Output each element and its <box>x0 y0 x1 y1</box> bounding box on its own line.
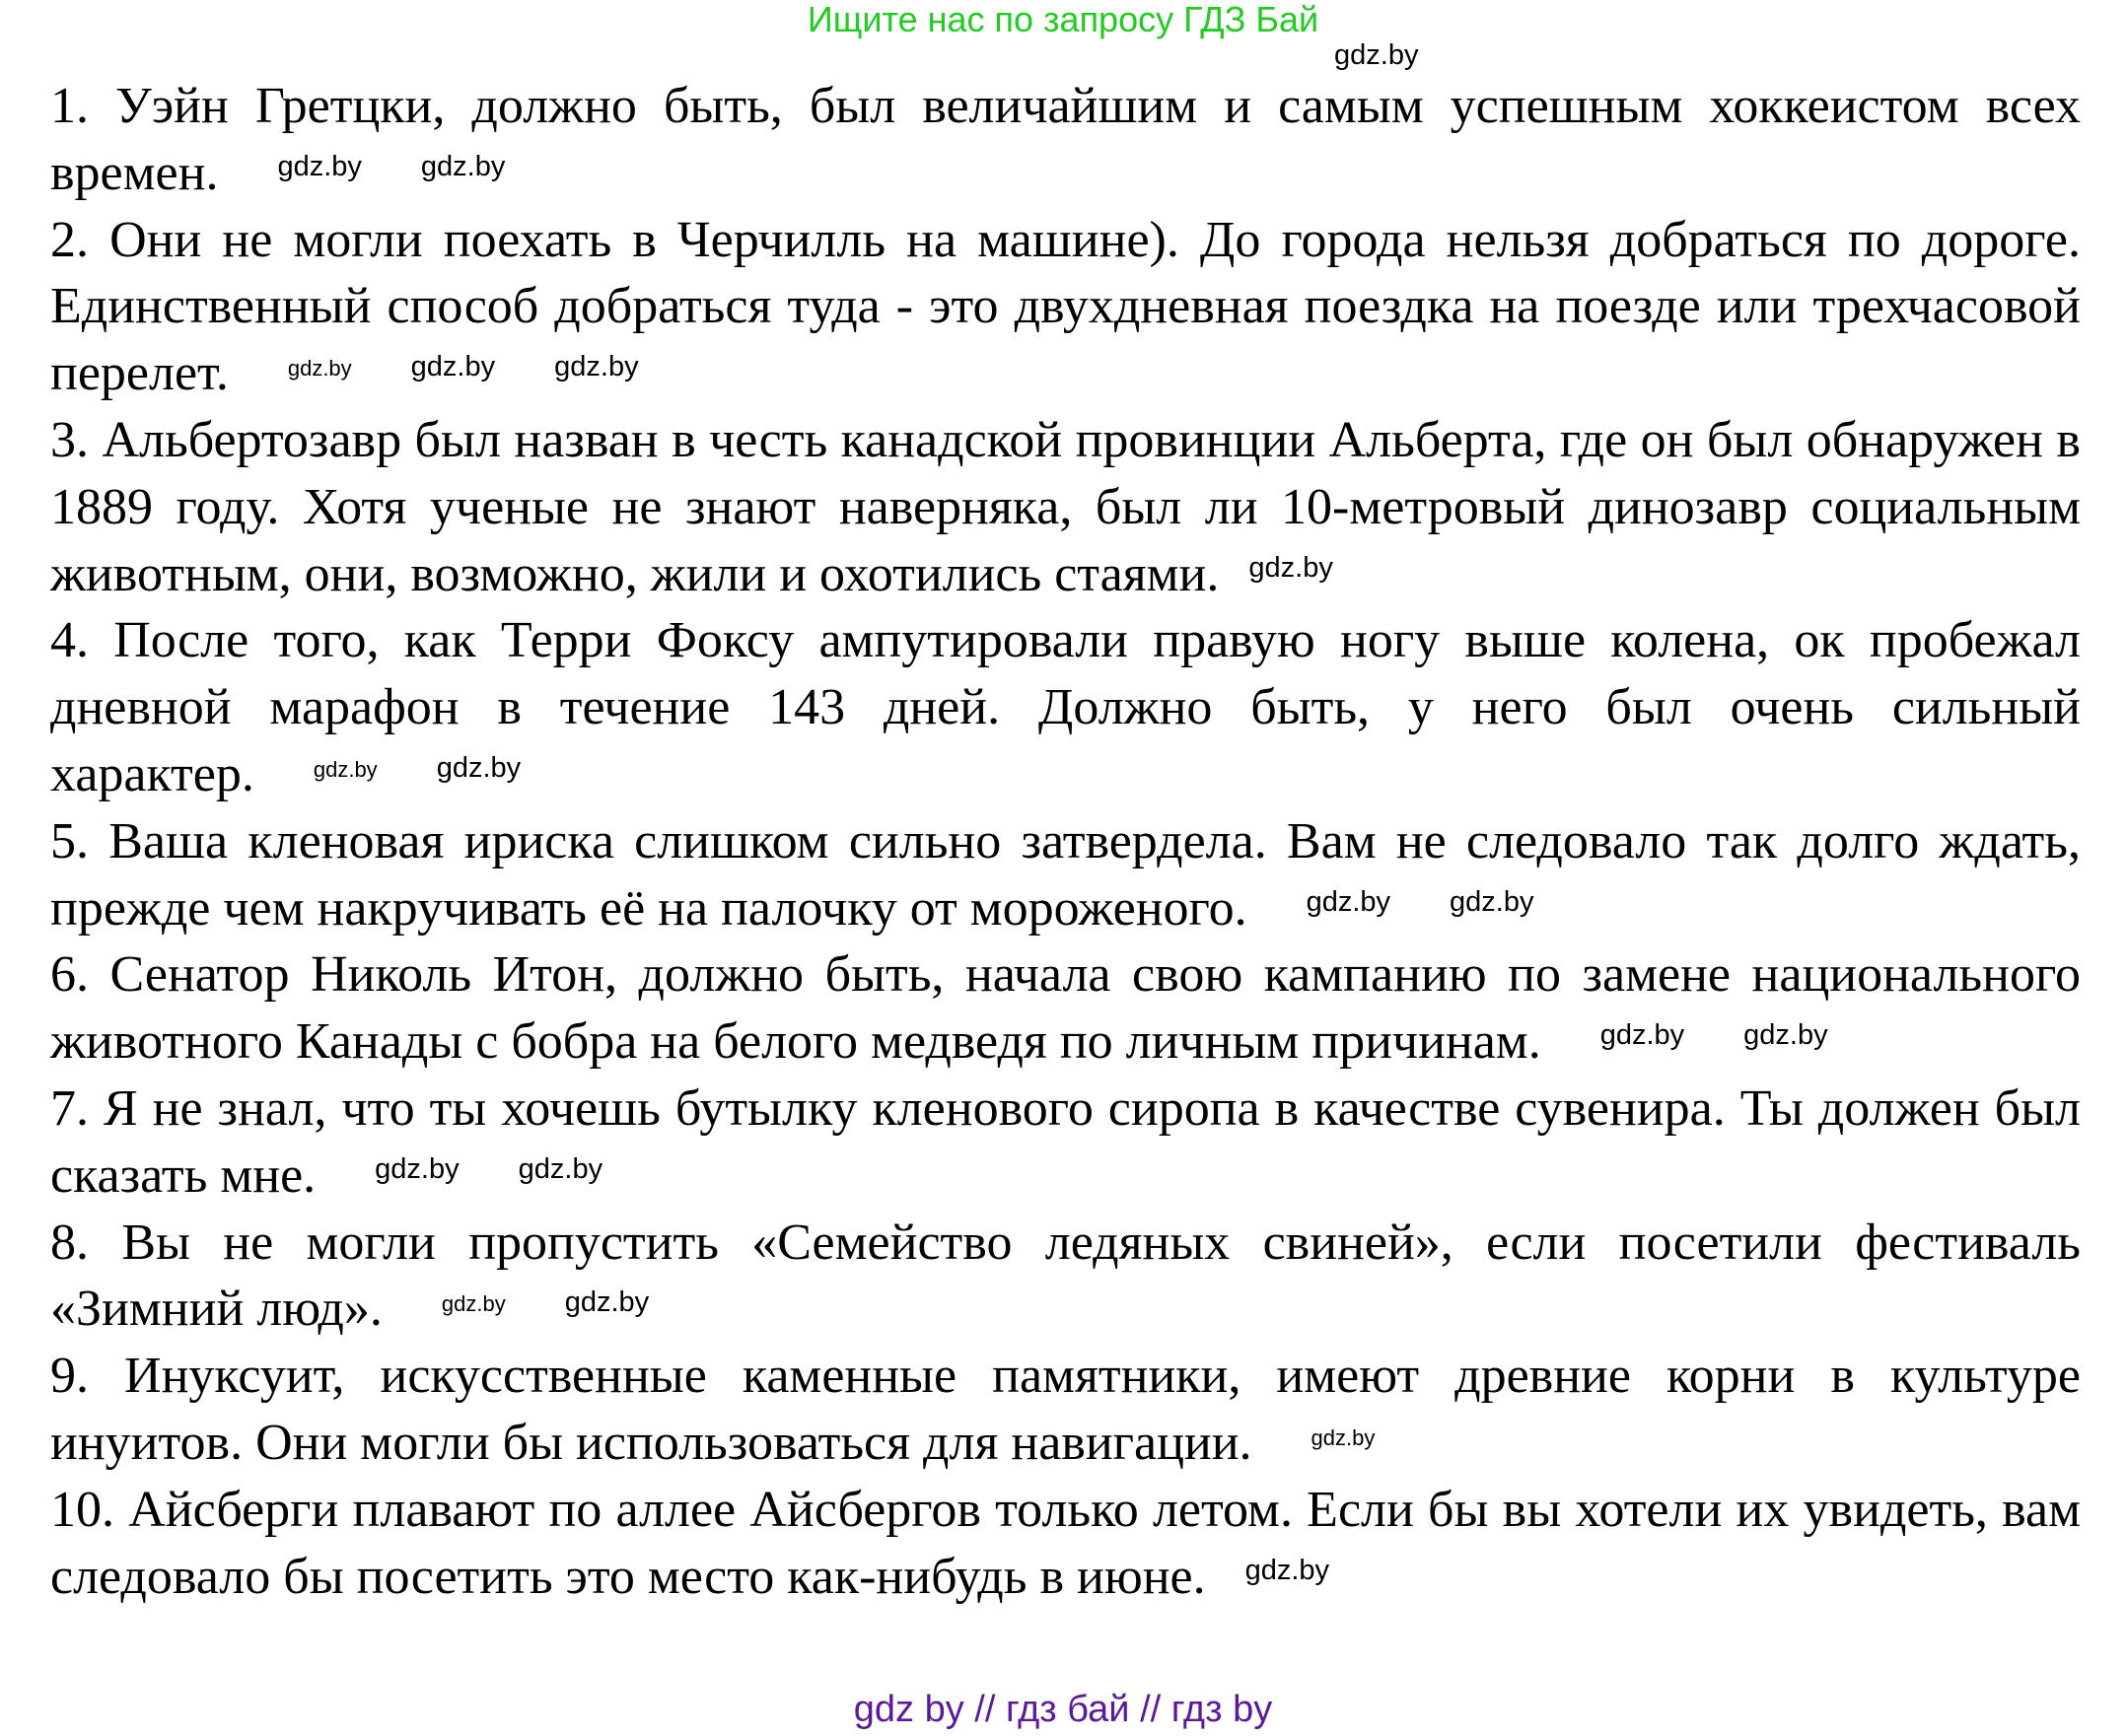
watermark: gdz.by <box>410 351 496 383</box>
answer-10 <box>50 1477 2081 1611</box>
answer-9 <box>50 1343 2081 1477</box>
watermark: gdz.by <box>436 751 522 784</box>
watermark: gdz.by <box>1334 39 1419 71</box>
answer-text: 3. Альбертозавр был назван в честь канадской провинции Альберта, где он был обнаружен в 1889 году. Хотя ученые не знают наверняка, был ли 10-метровый динозавр социальным животным, они, возможно, жили и охотились стаями. <box>50 411 2081 602</box>
watermark: gdz.by <box>277 150 362 182</box>
answer-4 <box>50 607 2081 807</box>
answer-6 <box>50 941 2081 1076</box>
watermark: gdz.by <box>1599 1019 1685 1052</box>
answer-3 <box>50 407 2081 607</box>
answer-2 <box>50 207 2081 407</box>
answer-text: 2. Они не могли поехать в Черчилль на машине). До города нельзя добраться по дороге. Единственный способ добраться туда - это двухдневная поездка на поезде или трехчасовой перелет. <box>50 211 2081 402</box>
watermark: gdz.by <box>1311 1424 1376 1450</box>
answer-text: 7. Я не знал, что ты хочешь бутылку кленового сиропа в качестве сувенира. Ты должен был сказать мне. <box>50 1079 2081 1204</box>
watermark: gdz.by <box>1306 885 1391 918</box>
answer-text: 9. Инуксуит, искусственные каменные памятники, имеют древние корни в культуре инуитов. Они могли бы использоваться для навигации. <box>50 1348 2081 1471</box>
answer-text: 5. Ваша кленовая ириска слишком сильно затвердела. Вам не следовало так долго ждать, прежде чем накручивать её на палочку от мороженого. <box>50 812 2081 937</box>
answer-text: 1. Уэйн Гретцки, должно быть, был величайшим и самым успешным хоккеистом всех времен. <box>50 78 2081 201</box>
watermark: gdz.by <box>564 1286 650 1319</box>
watermark: gdz.by <box>554 351 639 383</box>
watermark: gdz.by <box>287 356 352 382</box>
watermark: gdz.by <box>1450 885 1534 918</box>
answer-8 <box>50 1210 2081 1344</box>
watermark: gdz.by <box>1743 1019 1828 1052</box>
watermark: gdz.by <box>1248 551 1333 584</box>
watermark: gdz.by <box>518 1152 603 1185</box>
answer-1 <box>50 73 2081 207</box>
promo-header: Ищите нас по запросу ГДЗ Бай <box>807 0 1319 39</box>
watermark: gdz.by <box>1244 1554 1330 1586</box>
answer-text: 6. Сенатор Николь Итон, должно быть, начала свою кампанию по замене национального животного Канады с бобра на белого медведя по личным причинам. <box>50 946 2081 1071</box>
answer-5 <box>50 808 2081 942</box>
watermark: gdz.by <box>441 1291 506 1317</box>
site-footer: gdz by // гдз бай // гдз by <box>853 1689 1273 1730</box>
answer-text: 10. Айсберги плавают по аллее Айсбергов только летом. Если бы вы хотели их увидеть, вам следовало бы посетить это место как-нибудь в июне. <box>50 1481 2081 1605</box>
answers-text <box>50 73 2081 1610</box>
answer-text: 4. После того, как Терри Фоксу ампутировали правую ногу выше колена, ок пробежал дневной марафон в течение 143 дней. Должно быть, у него был очень сильный характер. <box>50 612 2081 802</box>
watermark: gdz.by <box>313 756 378 782</box>
watermark: gdz.by <box>375 1152 460 1185</box>
watermark: gdz.by <box>420 150 506 182</box>
answer-7 <box>50 1076 2081 1210</box>
answer-text: 8. Вы не могли пропустить «Семейство ледяных свиней», если посетили фестиваль «Зимний люд». <box>50 1214 2081 1338</box>
